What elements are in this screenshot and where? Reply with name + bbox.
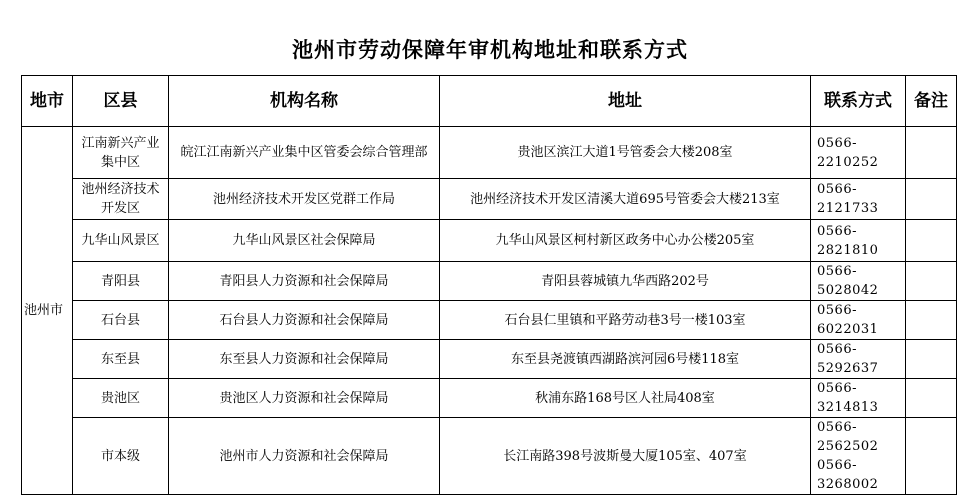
note-cell xyxy=(906,379,957,418)
page-title: 池州市劳动保障年审机构地址和联系方式 xyxy=(292,38,688,62)
note-cell xyxy=(906,262,957,301)
table-row xyxy=(22,220,957,262)
phone-number: 0566-2210252 xyxy=(817,135,879,170)
address-cell: 东至县尧渡镇西湖路滨河园6号楼118室 xyxy=(440,340,811,379)
org-cell: 池州市人力资源和社会保障局 xyxy=(169,418,440,495)
org-cell: 东至县人力资源和社会保障局 xyxy=(169,340,440,379)
phone-cell xyxy=(811,301,906,340)
address-cell: 贵池区滨江大道1号管委会大楼208室 xyxy=(440,127,811,179)
phone-cell xyxy=(811,262,906,301)
table-row xyxy=(22,340,957,379)
phone-cell xyxy=(811,127,906,179)
address-cell: 石台县仁里镇和平路劳动巷3号一楼103室 xyxy=(440,301,811,340)
table-row xyxy=(22,127,957,179)
county-cell: 贵池区 xyxy=(73,379,169,418)
table-row xyxy=(22,262,957,301)
phone-cell xyxy=(811,379,906,418)
header-contact: 联系方式 xyxy=(811,76,906,127)
phone-number: 0566-6022031 xyxy=(817,303,879,337)
address-cell: 池州经济技术开发区清溪大道695号管委会大楼213室 xyxy=(440,179,811,220)
header-org: 机构名称 xyxy=(169,76,440,127)
phone-cell xyxy=(811,418,906,495)
phone-number: 0566-5292637 xyxy=(817,342,879,376)
county-cell: 青阳县 xyxy=(73,262,169,301)
note-cell xyxy=(906,127,957,179)
address-cell: 长江南路398号波斯曼大厦105室、407室 xyxy=(440,418,811,495)
header-city: 地市 xyxy=(22,76,73,127)
county-cell: 池州经济技术开发区 xyxy=(73,179,169,220)
header-county: 区县 xyxy=(73,76,169,127)
phone-number: 0566-5028042 xyxy=(817,264,879,298)
county-cell: 东至县 xyxy=(73,340,169,379)
org-cell: 皖江江南新兴产业集中区管委会综合管理部 xyxy=(169,127,440,179)
table-row xyxy=(22,301,957,340)
phone-number: 0566-3214813 xyxy=(817,381,879,415)
header-address: 地址 xyxy=(440,76,811,127)
address-cell: 九华山风景区柯村新区政务中心办公楼205室 xyxy=(440,220,811,262)
org-cell: 青阳县人力资源和社会保障局 xyxy=(169,262,440,301)
note-cell xyxy=(906,179,957,220)
city-cell: 池州市 xyxy=(22,127,73,495)
note-cell xyxy=(906,418,957,495)
county-cell: 九华山风景区 xyxy=(73,220,169,262)
contact-table xyxy=(21,75,957,495)
phone-cell xyxy=(811,340,906,379)
header-note: 备注 xyxy=(906,76,957,127)
county-cell: 江南新兴产业集中区 xyxy=(73,127,169,179)
table-row xyxy=(22,379,957,418)
phone-number: 0566-2821810 xyxy=(817,223,879,258)
table-row xyxy=(22,418,957,495)
phone-cell xyxy=(811,179,906,220)
phone-number: 0566-2562502 xyxy=(817,420,879,454)
county-cell: 市本级 xyxy=(73,418,169,495)
org-cell: 贵池区人力资源和社会保障局 xyxy=(169,379,440,418)
note-cell xyxy=(906,220,957,262)
table-header-row xyxy=(22,76,957,127)
phone-cell xyxy=(811,220,906,262)
org-cell: 石台县人力资源和社会保障局 xyxy=(169,301,440,340)
org-cell: 池州经济技术开发区党群工作局 xyxy=(169,179,440,220)
table-row xyxy=(22,179,957,220)
phone-number: 0566-2121733 xyxy=(817,182,879,216)
org-cell: 九华山风景区社会保障局 xyxy=(169,220,440,262)
phone-number: 0566-3268002 xyxy=(817,458,879,492)
note-cell xyxy=(906,301,957,340)
note-cell xyxy=(906,340,957,379)
address-cell: 秋浦东路168号区人社局408室 xyxy=(440,379,811,418)
county-cell: 石台县 xyxy=(73,301,169,340)
address-cell: 青阳县蓉城镇九华西路202号 xyxy=(440,262,811,301)
